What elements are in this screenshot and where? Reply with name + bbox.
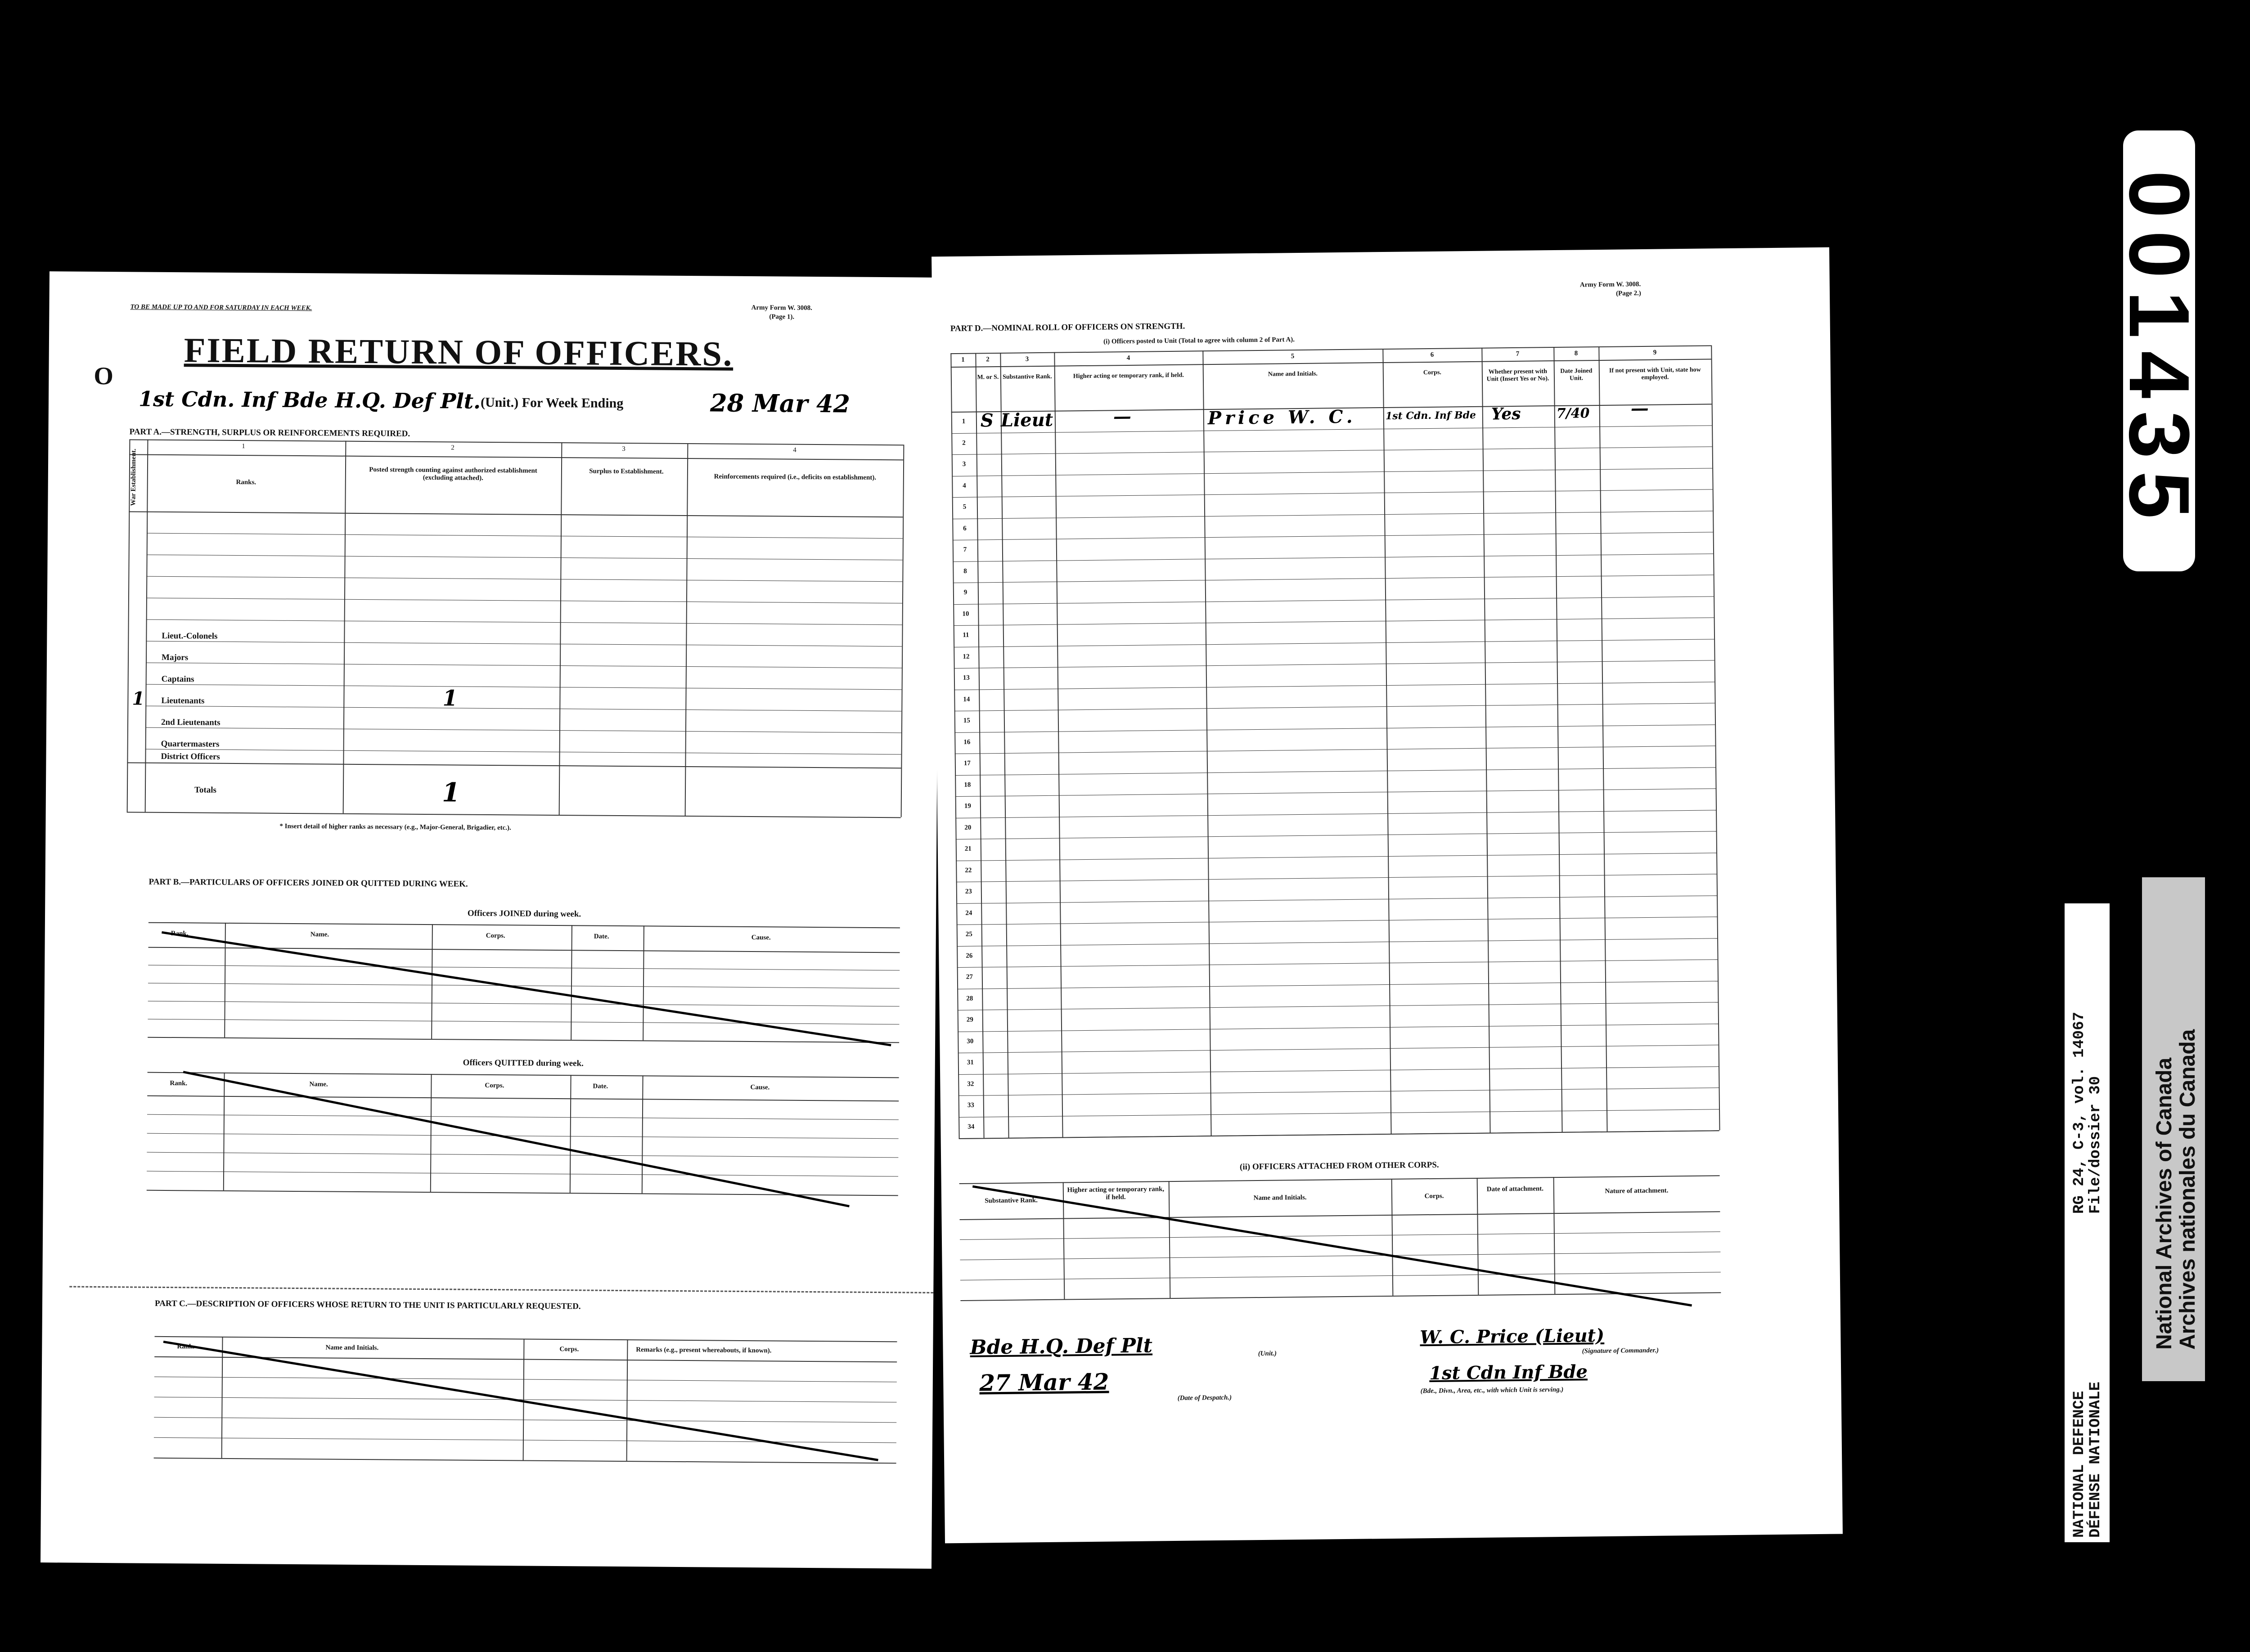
row-number-27: 27 — [966, 973, 973, 981]
roll-row-line — [956, 895, 1717, 904]
archive-reference-label — [2065, 903, 2110, 1542]
part-c-col-remarks: Remarks (e.g., present whereabouts, if known). — [636, 1346, 772, 1355]
joined-col-rank: Rank. — [171, 930, 189, 938]
part-b-heading: PART B.—PARTICULARS OF OFFICERS JOINED OR QUITTED DURING WEEK. — [148, 877, 468, 889]
attached-col-date: Date of attachment. — [1486, 1185, 1544, 1193]
row-number-26: 26 — [966, 952, 973, 960]
row-number-9: 9 — [963, 588, 968, 596]
joined-col-name: Name. — [310, 931, 329, 938]
roll-row-line — [958, 1066, 1719, 1075]
roll-row-line — [957, 981, 1718, 989]
lieutenants-posted: 1 — [442, 686, 458, 711]
roll-row-line — [954, 639, 1714, 647]
row-number-18: 18 — [964, 781, 971, 789]
archive-ref-line2: File/dossier 30 — [2087, 1076, 2104, 1214]
page-ref: (Page 1). — [769, 313, 795, 321]
part-a-heading: PART A.—STRENGTH, SURPLUS OR REINFORCEMENTS REQUIRED. — [129, 427, 410, 439]
part-c-heading: PART C.—DESCRIPTION OF OFFICERS WHOSE RETURN TO THE UNIT IS PARTICULARLY REQUESTED. — [154, 1298, 581, 1311]
joined-col-cause: Cause. — [751, 934, 771, 942]
bde-hw: 1st Cdn Inf Bde — [1429, 1361, 1588, 1384]
row-number-22: 22 — [965, 866, 972, 874]
week-ending-date: 28 Mar 42 — [710, 388, 850, 418]
archives-line1: National Archives of Canada — [2152, 1057, 2176, 1350]
roll-row-line — [954, 703, 1715, 711]
joined-col-corps: Corps. — [486, 932, 505, 940]
row-number-5: 5 — [963, 503, 967, 511]
attached-col-higher: Higher acting or temporary rank, if held. — [1067, 1185, 1165, 1201]
row-number-12: 12 — [963, 653, 970, 660]
left-form-page — [40, 271, 940, 1569]
top-note: TO BE MADE UP TO AND FOR SATURDAY IN EACH WEEK. — [130, 303, 312, 312]
commander-signature-hw: W. C. Price (Lieut) — [1420, 1325, 1605, 1348]
totals-posted: 1 — [441, 777, 460, 808]
rank-quartermasters: Quartermasters — [161, 739, 220, 749]
row-number-32: 32 — [967, 1080, 974, 1088]
roll-row-line — [959, 1130, 1719, 1139]
roll-row-line — [954, 682, 1714, 690]
rank-district-officers: District Officers — [161, 751, 220, 762]
archives-line2: Archives nationales du Canada — [2176, 1029, 2200, 1350]
attached-col-corps: Corps. — [1424, 1192, 1444, 1200]
part-d-sub-i: (i) Officers posted to Unit (Total to agree with column 2 of Part A). — [1103, 336, 1295, 346]
roll-row-line — [958, 1087, 1719, 1096]
part-c-col-corps: Corps. — [559, 1346, 579, 1353]
roll-row-line — [957, 938, 1717, 947]
roll-row-line — [953, 596, 1714, 605]
lieutenants-establishment: 1 — [132, 688, 145, 709]
entry-rank: Lieut — [1000, 409, 1053, 431]
col-header-2: M. or S. — [977, 373, 999, 381]
col-surplus-header: Surplus to Establishment. — [589, 467, 664, 476]
roll-row-line — [958, 1109, 1719, 1118]
attached-cancel-stroke — [972, 1185, 1692, 1307]
col-1-number: 1 — [242, 443, 245, 450]
row-number-6: 6 — [963, 525, 967, 532]
row-number-24: 24 — [965, 909, 972, 917]
unit-label: (Unit.) For Week Ending — [480, 395, 624, 411]
col-2-number: 2 — [451, 444, 454, 452]
col-header-8: Date Joined Unit. — [1560, 368, 1593, 382]
col-3-number: 3 — [622, 445, 626, 453]
dept-line1: NATIONAL DEFENCE — [2071, 1391, 2088, 1538]
col-ranks-header: Ranks. — [236, 479, 256, 486]
rank-majors: Majors — [161, 652, 189, 663]
roll-row-line — [958, 1045, 1719, 1053]
col-number-6: 6 — [1430, 351, 1434, 359]
col-reinf-header: Reinforcements required (i.e., deficits on establishment). — [714, 473, 877, 481]
part-d-heading: PART D.—NOMINAL ROLL OF OFFICERS ON STRENGTH. — [950, 321, 1185, 334]
col-header-9: If not present with Unit, state how employed. — [1609, 366, 1701, 382]
row-number-14: 14 — [963, 696, 970, 703]
roll-row-line — [958, 1024, 1718, 1032]
joined-col-date: Date. — [594, 933, 609, 940]
bde-label: (Bde., Divn., Area, etc., with which Unit is serving.) — [1420, 1386, 1564, 1395]
row-number-31: 31 — [967, 1059, 974, 1066]
roll-row-line — [956, 831, 1716, 839]
col-header-3: Substantive Rank. — [1002, 373, 1052, 381]
war-establishment-label: War Establishment. — [130, 449, 138, 506]
rank-2nd-lieutenants: 2nd Lieutenants — [161, 717, 220, 727]
despatch-date-hw: 27 Mar 42 — [979, 1368, 1109, 1396]
row-number-29: 29 — [966, 1016, 973, 1024]
rank-lieut-colonels: Lieut.-Colonels — [162, 631, 218, 641]
attached-col-nature: Nature of attachment. — [1605, 1187, 1669, 1195]
stamp-number: 001435 — [2111, 170, 2207, 532]
unit-signature-hw: Bde H.Q. Def Plt — [970, 1334, 1153, 1359]
row-number-13: 13 — [963, 674, 970, 682]
entry-present: Yes — [1491, 404, 1521, 424]
roll-row-line — [952, 446, 1712, 455]
right-form-page — [932, 247, 1843, 1544]
row-number-20: 20 — [964, 824, 972, 831]
entry-corps: 1st Cdn. Inf Bde — [1385, 409, 1476, 422]
roll-row-line — [956, 874, 1717, 882]
quitted-cancel-stroke — [183, 1071, 850, 1207]
entry-ms: S — [980, 410, 994, 431]
unit-signature-label: (Unit.) — [1258, 1350, 1277, 1358]
col-number-1: 1 — [961, 356, 965, 364]
form-title: FIELD RETURN OF OFFICERS. — [184, 330, 734, 373]
col-header-4: Higher acting or temporary rank, if held. — [1073, 372, 1184, 380]
archives-canada-label — [2142, 877, 2205, 1381]
roll-row-line — [954, 660, 1714, 669]
part-d-sub-ii: (ii) OFFICERS ATTACHED FROM OTHER CORPS. — [1239, 1160, 1439, 1172]
part-c-col-rank: Rank. — [177, 1343, 195, 1351]
dept-line2: DÉFENSE NATIONALE — [2087, 1382, 2104, 1538]
roll-row-line — [957, 916, 1717, 925]
part-c-col-name: Name and Initials. — [325, 1344, 379, 1352]
col-number-7: 7 — [1516, 350, 1520, 358]
row-number-34: 34 — [968, 1123, 975, 1131]
rank-captains: Captains — [161, 674, 194, 684]
roll-row-line — [952, 511, 1713, 519]
row-number-8: 8 — [963, 567, 967, 575]
quitted-col-name: Name. — [309, 1081, 328, 1088]
row-number-23: 23 — [965, 888, 972, 895]
joined-cancel-stroke — [162, 931, 891, 1046]
roll-row-line — [954, 617, 1714, 626]
col-4-number: 4 — [793, 446, 796, 454]
col-number-2: 2 — [986, 356, 990, 364]
col-number-8: 8 — [1574, 350, 1578, 357]
form-ref-2: Army Form W. 3008. — [1580, 281, 1641, 289]
page-ref-2: (Page 2.) — [1616, 290, 1641, 297]
row-number-15: 15 — [963, 717, 970, 724]
col-header-6: Corps. — [1423, 369, 1441, 377]
row-number-10: 10 — [962, 610, 969, 618]
entry-higher-rank: — — [1113, 405, 1132, 427]
row-number-2: 2 — [962, 439, 966, 447]
roll-row-line — [952, 489, 1713, 498]
row-number-4: 4 — [963, 482, 966, 489]
attached-col-rank: Substantive Rank. — [985, 1197, 1038, 1205]
row-number-1: 1 — [962, 417, 966, 425]
commander-signature-label: (Signature of Commander.) — [1582, 1347, 1659, 1355]
col-number-4: 4 — [1126, 354, 1130, 362]
film-frame-stamp — [2111, 130, 2207, 571]
part-a-footnote: * Insert detail of higher ranks as necessary (e.g., Major-General, Brigadier, etc.). — [279, 822, 511, 832]
col-number-9: 9 — [1653, 349, 1657, 356]
row-number-16: 16 — [963, 738, 971, 746]
roll-row-line — [955, 767, 1715, 776]
archive-ref-line1: RG 24, C-3, vol. 14067 — [2071, 1012, 2088, 1214]
row-number-21: 21 — [964, 845, 972, 853]
entry-employed: — — [1630, 397, 1649, 419]
row-number-3: 3 — [962, 460, 966, 468]
roll-row-line — [958, 1002, 1718, 1010]
row-number-17: 17 — [963, 759, 971, 767]
totals-label: Totals — [194, 785, 217, 795]
row-number-19: 19 — [964, 802, 971, 810]
roll-row-line — [954, 724, 1715, 733]
roll-row-line — [953, 575, 1714, 583]
roll-row-line — [955, 788, 1716, 797]
quitted-col-date: Date. — [593, 1082, 608, 1090]
col-header-5: Name and Initials. — [1268, 370, 1318, 378]
quitted-col-cause: Cause. — [750, 1084, 770, 1091]
roll-row-line — [953, 532, 1713, 540]
roll-row-line — [956, 853, 1716, 861]
col-posted-header: Posted strength counting against authorized establishment (excluding attached). — [369, 466, 537, 482]
quitted-col-corps: Corps. — [485, 1082, 504, 1090]
col-number-5: 5 — [1291, 353, 1295, 360]
roll-row-line — [955, 745, 1715, 754]
joined-title: Officers JOINED during week. — [467, 908, 581, 919]
roll-row-line — [952, 468, 1712, 476]
row-number-28: 28 — [966, 995, 973, 1002]
row-number-11: 11 — [963, 631, 969, 639]
margin-mark: O — [94, 362, 114, 391]
form-ref: Army Form W. 3008. — [751, 304, 812, 312]
roll-row-line — [953, 553, 1713, 562]
unit-handwritten: 1st Cdn. Inf Bde H.Q. Def Plt. — [138, 386, 481, 413]
col-number-3: 3 — [1025, 355, 1029, 363]
row-number-7: 7 — [963, 546, 967, 553]
quitted-col-rank: Rank. — [170, 1080, 188, 1087]
entry-date-joined: 7/40 — [1556, 405, 1590, 422]
roll-row-line — [955, 810, 1716, 818]
row-number-30: 30 — [967, 1037, 974, 1045]
attached-col-name: Name and Initials. — [1253, 1194, 1307, 1202]
row-number-33: 33 — [967, 1101, 974, 1109]
row-number-25: 25 — [965, 930, 972, 938]
rank-lieutenants: Lieutenants — [161, 696, 205, 706]
col-header-7: Whether present with Unit (Insert Yes or No). — [1486, 368, 1549, 383]
quitted-title: Officers QUITTED during week. — [463, 1058, 584, 1068]
despatch-date-label: (Date of Despatch.) — [1177, 1394, 1232, 1402]
roll-row-line — [957, 959, 1718, 968]
entry-name: Price W. C. — [1207, 406, 1356, 429]
